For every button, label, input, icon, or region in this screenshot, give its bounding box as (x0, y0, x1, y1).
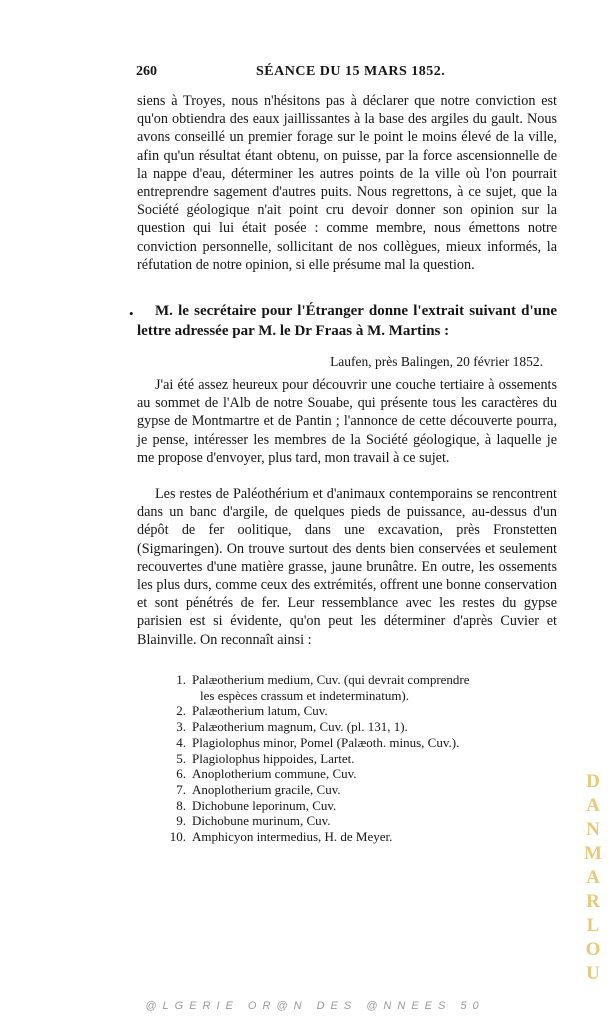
list-item-number: 9. (176, 813, 186, 829)
list-item-number: 10. (169, 829, 186, 845)
list-item-text: Palæotherium magnum, Cuv. (pl. 131, 1). (192, 719, 408, 735)
list-item (168, 672, 558, 703)
paragraph-announcement (137, 302, 557, 341)
list-item-continuation: les espèces crassum et indeterminatum). (200, 687, 410, 703)
paragraph-text: siens à Troyes, nous n'hésitons pas à déclarer que notre conviction est qu'on obtiendra des eaux jaillissantes à la base des argiles du gault. Nous avons conseillé un premier forage sur le point le moins élevé de la ville, afin qu'un résultat étant obtenu, on puisse, par la force ascensionnelle de la nappe d'eau, déterminer les autres points de la ville où l'on pourrait entreprendre sagement d'autres puits. Nous regrettons, à ce sujet, que la Société géologique n'ait point cru devoir donner son opinion sur la question qui lui était posée : comme membre, nous émettons notre conviction personnelle, sollicitant de nos collègues, mieux informés, la réfutation de notre opinion, si elle présume mal la question. (137, 93, 557, 273)
list-item (168, 813, 558, 829)
list-item (168, 735, 558, 751)
list-item-number: 6. (176, 766, 186, 782)
list-item-text: Plagiolophus minor, Pomel (Palæoth. minus, Cuv.). (192, 734, 460, 750)
list-item-text: Palæotherium medium, Cuv. (qui devrait comprendre (192, 672, 470, 687)
page-header (136, 64, 556, 84)
running-title: SÉANCE DU 15 MARS 1852. (256, 64, 446, 79)
list-item-text: Amphicyon intermedius, H. de Meyer. (192, 829, 393, 845)
species-list (168, 672, 558, 845)
list-item (168, 829, 558, 845)
page-number: 260 (136, 64, 157, 79)
list-item (168, 766, 558, 782)
list-item-number: 8. (176, 797, 186, 813)
list-item-text: Anoplotherium commune, Cuv. (192, 766, 357, 782)
footer-watermark: @LGERIE OR@N DES @NNEES 50 (145, 1000, 485, 1012)
list-item-number: 1. (176, 672, 186, 687)
margin-bullet: • (129, 306, 134, 321)
paragraph-text: Les restes de Paléothérium et d'animaux contemporains se rencontrent dans un banc d'argile, de quelques pieds de puissance, au-dessus d'un dépôt de fer oolitique, dans une excavation, près Fronstetten (Sigmaringen). On trouve surtout des dents bien conservées et seulement recouvertes d'une matière grasse, jaune brunâtre. En outre, les ossements les plus durs, comme ceux des extrémités, offrent une bonne conservation et sont pénétrés de fer. Leur ressemblance avec les restes du gypse parisien est si évidente, qu'on peut les déterminer d'après Cuvier et Blainville. On reconnaît ainsi : (137, 486, 557, 648)
paragraph-continuation (137, 92, 557, 274)
list-item (168, 751, 558, 767)
list-item (168, 798, 558, 814)
list-item (168, 782, 558, 798)
paragraph-text: M. le secrétaire pour l'Étranger donne l'extrait suivant d'une lettre adressée par M. le Dr Fraas à M. Martins : (137, 303, 557, 339)
list-item-number: 5. (176, 750, 186, 766)
letter-dateline: Laufen, près Balingen, 20 février 1852. (330, 354, 543, 369)
list-item (168, 719, 558, 735)
paragraph-text: J'ai été assez heureux pour découvrir une couche tertiaire à ossements au sommet de l'Alb de notre Souabe, qui présente tous les caractères du gypse de Montmartre et de Pantin ; l'annonce de cette découverte pourra, je pense, intéresser les membres de la Société géologique, à laquelle je me propose d'envoyer, plus tard, mon travail à ce sujet. (137, 377, 557, 466)
list-item-number: 3. (176, 719, 186, 735)
list-item-text: Dichobune murinum, Cuv. (192, 813, 331, 829)
list-item (168, 703, 558, 719)
list-item-text: Dichobune leporinum, Cuv. (192, 797, 337, 813)
list-item-text: Palæotherium latum, Cuv. (192, 703, 328, 719)
list-item-number: 2. (176, 703, 186, 719)
list-item-text: Anoplotherium gracile, Cuv. (192, 781, 341, 797)
list-item-number: 4. (176, 734, 186, 750)
list-item-text: Plagiolophus hippoides, Lartet. (192, 750, 355, 766)
paragraph-letter-1 (137, 376, 557, 467)
paragraph-letter-2 (137, 485, 557, 649)
list-item-number: 7. (176, 781, 186, 797)
vertical-watermark: DANMARLOU (584, 771, 602, 984)
